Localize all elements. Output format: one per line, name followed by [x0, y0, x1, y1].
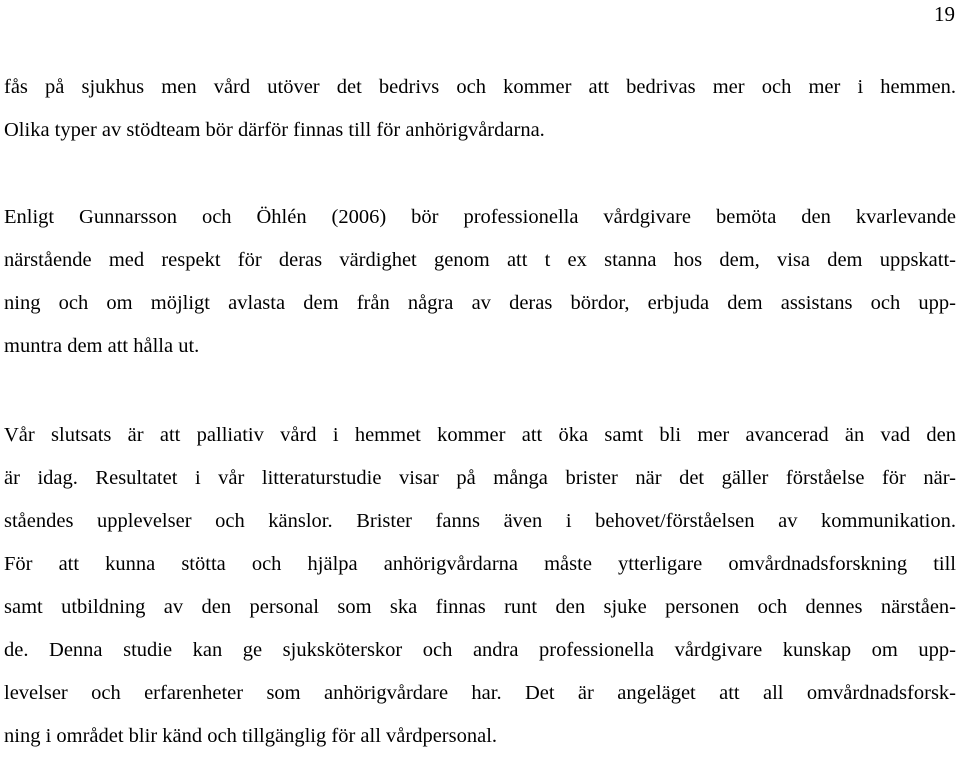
paragraph-line: samt utbildning av den personal som ska finnas runt den sjuke personen och dennes närståen- [4, 596, 956, 618]
paragraph-line: ning i området blir känd och tillgänglig för all vårdpersonal. [4, 725, 498, 747]
paragraph-line: Vår slutsats är att palliativ vård i hemmet kommer att öka samt bli mer avancerad än vad den [4, 424, 956, 446]
paragraph-line: levelser och erfarenheter som anhörigvårdare har. Det är angeläget att all omvårdnadsforsk- [4, 682, 956, 704]
paragraph-line: Enligt Gunnarsson och Öhlén (2006) bör professionella vårdgivare bemöta den kvarlevande [4, 206, 956, 228]
paragraph-line: fås på sjukhus men vård utöver det bedrivs och kommer att bedrivas mer och mer i hemmen. [4, 76, 956, 98]
paragraph-line: de. Denna studie kan ge sjuksköterskor och andra professionella vårdgivare kunskap om upp- [4, 639, 956, 661]
paragraph-line: ning och om möjligt avlasta dem från några av deras bördor, erbjuda dem assistans och upp- [4, 292, 956, 314]
paragraph-2 [4, 196, 956, 368]
paragraph-line: är idag. Resultatet i vår litteraturstudie visar på många brister när det gäller förståelse för när- [4, 467, 956, 489]
paragraph-3 [4, 414, 956, 758]
paragraph-line: Olika typer av stödteam bör därför finnas till för anhörigvårdarna. [4, 119, 545, 141]
paragraph-line: närstående med respekt för deras värdighet genom att t ex stanna hos dem, visa dem uppskatt- [4, 249, 956, 271]
paragraph-line: ståendes upplevelser och känslor. Brister fanns även i behovet/förståelsen av kommunikation. [4, 510, 956, 532]
paragraph-1 [4, 66, 956, 152]
page-number: 19 [934, 2, 955, 26]
paragraph-line: muntra dem att hålla ut. [4, 335, 200, 357]
paragraph-line: För att kunna stötta och hjälpa anhörigvårdarna måste ytterligare omvårdnadsforskning till [4, 553, 956, 575]
